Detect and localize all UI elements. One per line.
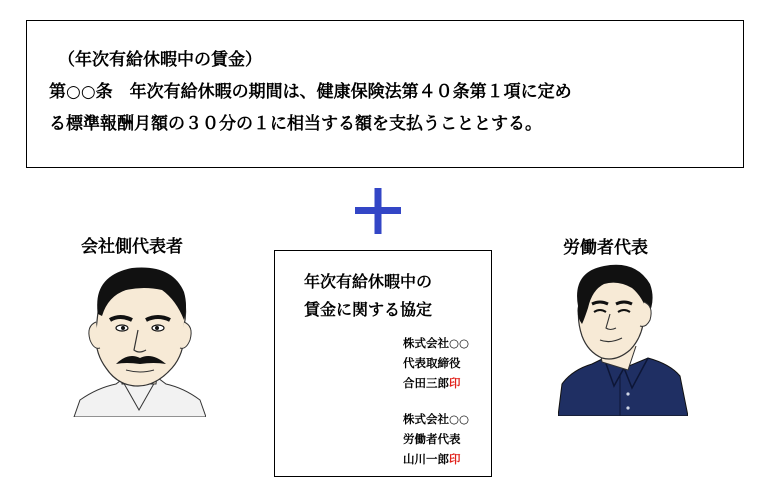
company-seal-mark: 印 bbox=[449, 376, 461, 390]
worker-signatory-company: 株式会社○○ bbox=[403, 412, 470, 426]
agreement-document bbox=[274, 250, 492, 477]
worker-seal-mark: 印 bbox=[449, 452, 461, 466]
company-signatory-name: 合田三郎 bbox=[403, 376, 449, 390]
company-representative-portrait bbox=[72, 260, 206, 417]
company-signatory-company: 株式会社○○ bbox=[403, 336, 470, 350]
company-signatory-name-line bbox=[403, 375, 461, 391]
company-representative-label: 会社側代表者 bbox=[81, 237, 183, 257]
worker-signatory-role: 労働者代表 bbox=[403, 432, 461, 446]
worker-signatory-name-line bbox=[403, 451, 461, 467]
worker-representative-portrait bbox=[558, 262, 688, 416]
agreement-title-line-1: 年次有給休暇中の bbox=[304, 272, 433, 291]
clause-box bbox=[26, 20, 744, 168]
worker-signatory-name: 山川一郎 bbox=[403, 452, 449, 466]
clause-heading: （年次有給休暇中の賃金） bbox=[58, 50, 262, 70]
agreement-title-line-2: 賃金に関する協定 bbox=[304, 300, 433, 319]
clause-text-line-1: 第○○条 年次有給休暇の期間は、健康保険法第４０条第１項に定め bbox=[49, 82, 572, 102]
company-signatory-role: 代表取締役 bbox=[403, 356, 461, 370]
clause-text-line-2: る標準報酬月額の３０分の１に相当する額を支払うこととする。 bbox=[49, 114, 542, 134]
worker-representative-label: 労働者代表 bbox=[563, 238, 648, 258]
plus-icon bbox=[355, 188, 401, 234]
